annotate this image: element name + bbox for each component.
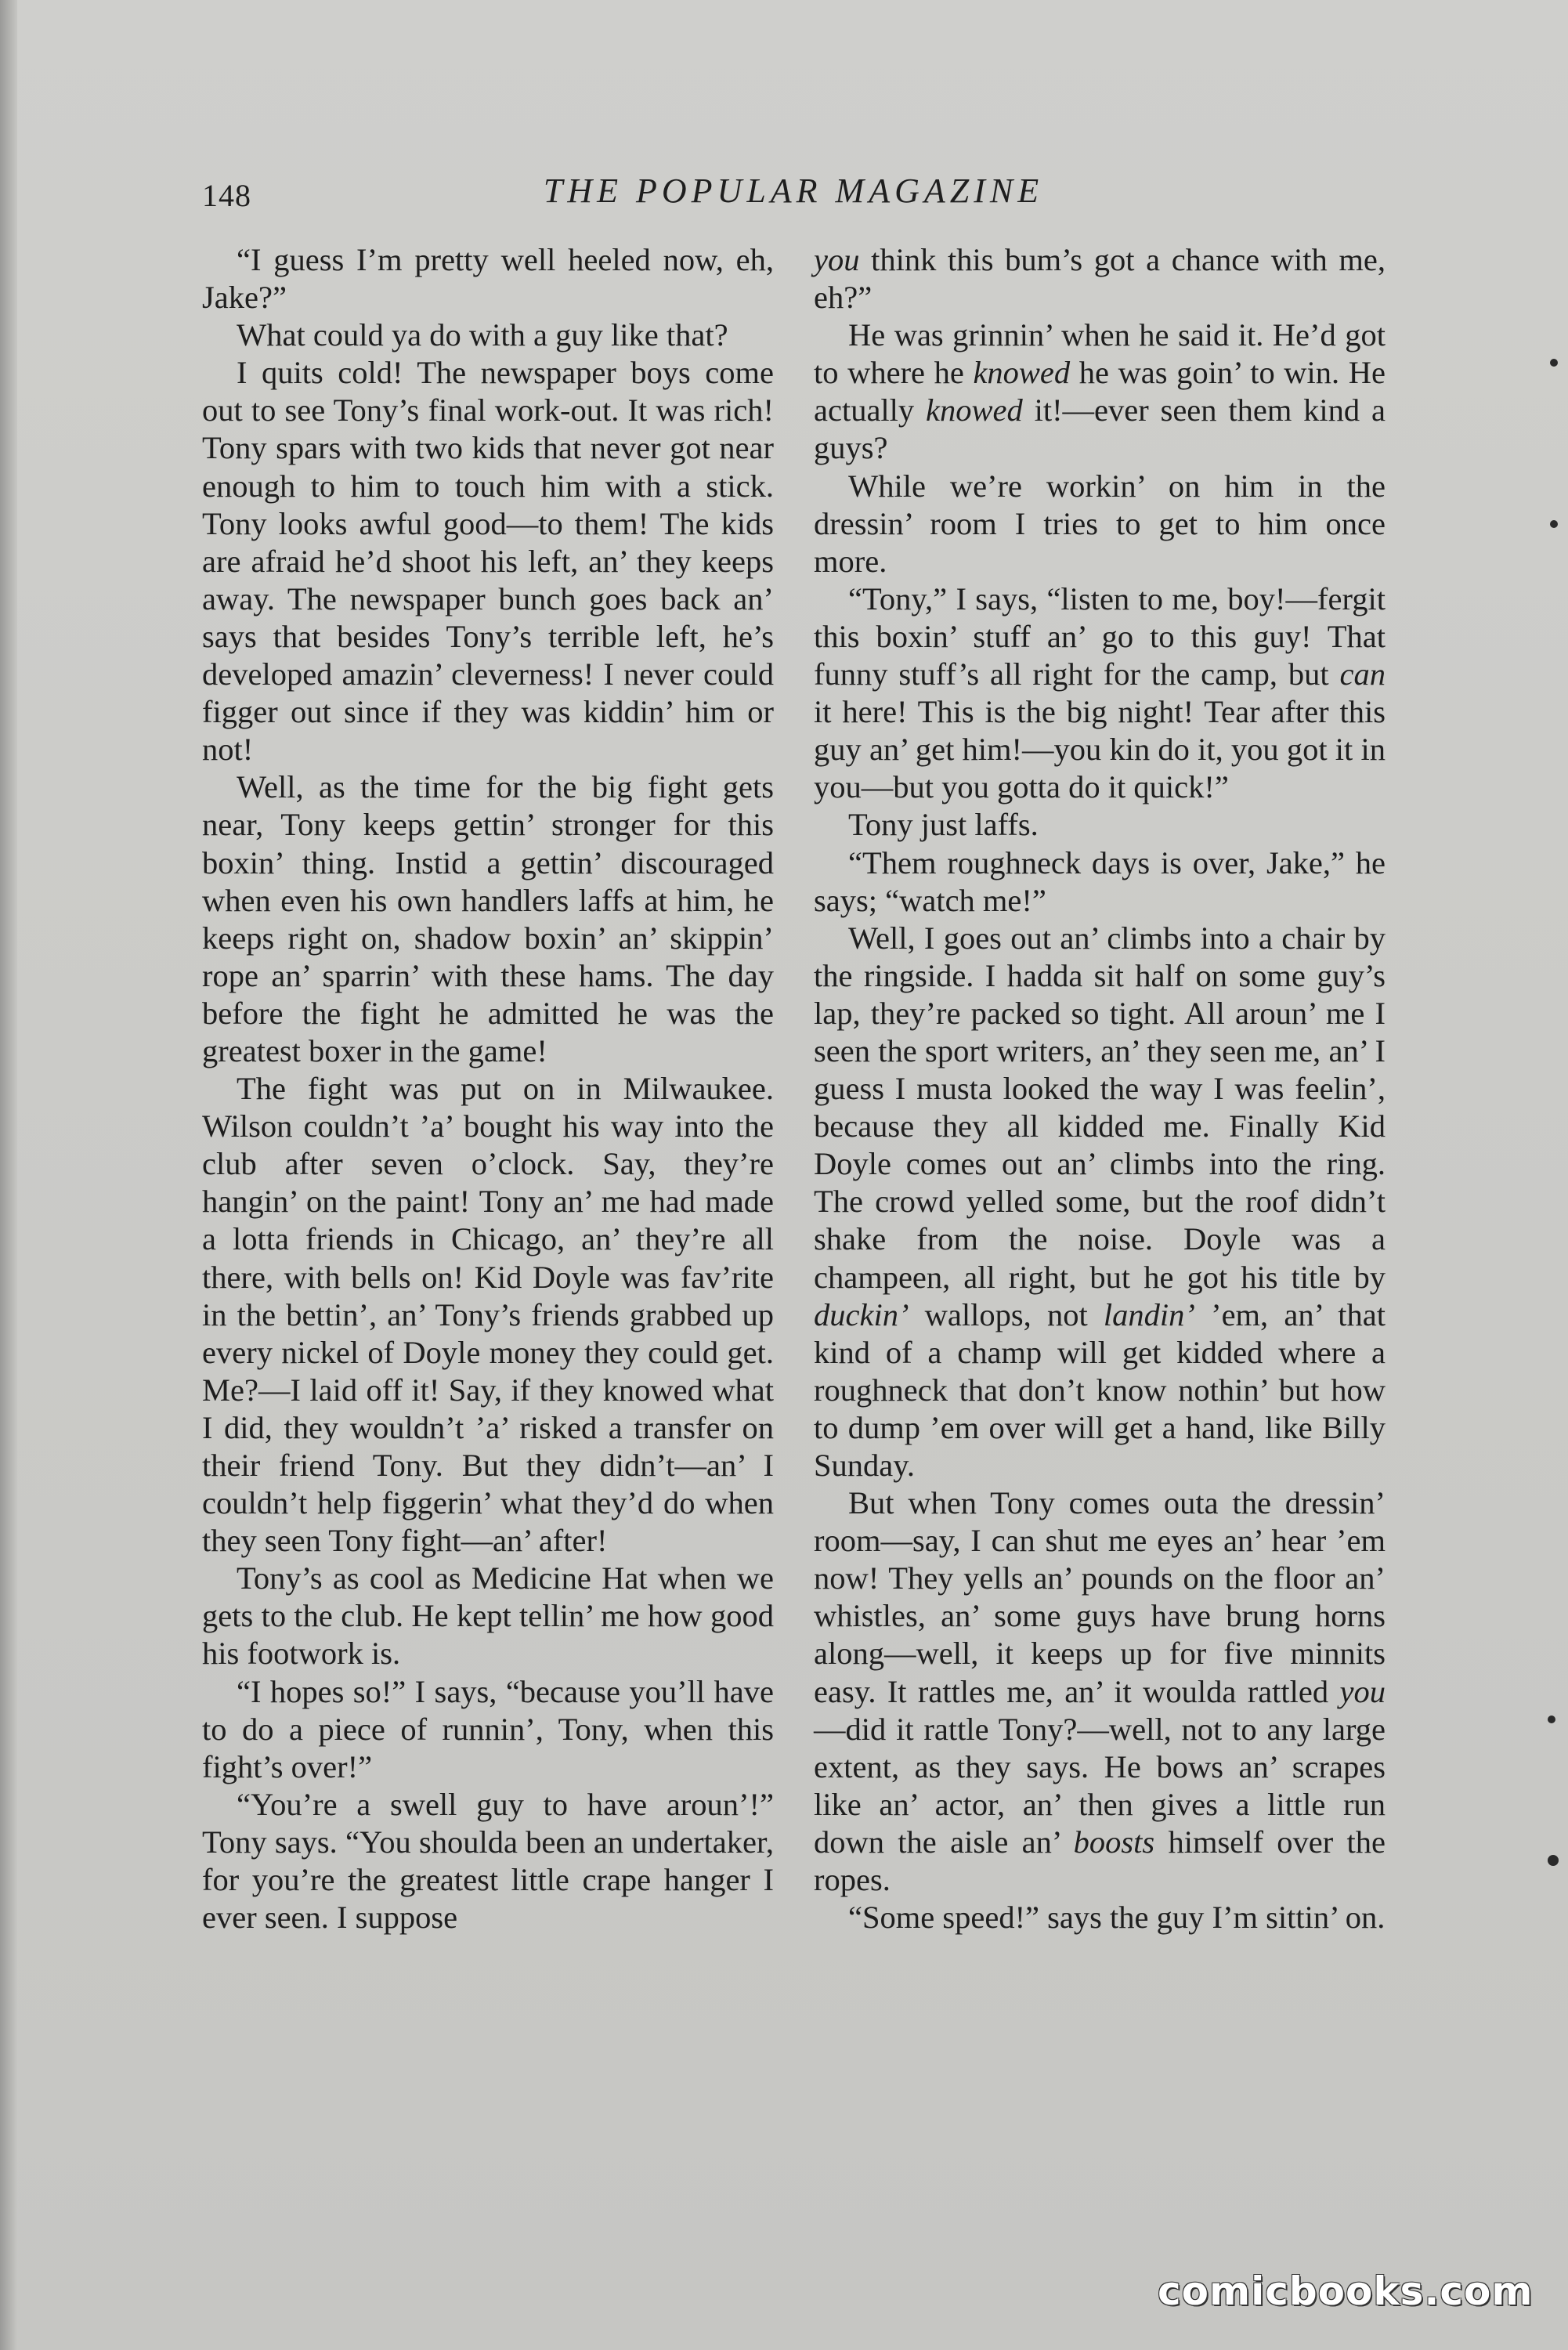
paragraph: The fight was put on in Milwaukee. Wilson couldn’t ’a’ bought his way into the club after seven o’clock. Say, they’re hangin’ on the paint! Tony an’ me had made a lotta friends in Chicago, an’ they’re all there, with bells on! Kid Doyle was fav’rite in the bettin’, an’ Tony’s friends grabbed up every nickel of Doyle money they could get. Me?—I laid off it! Say, if they knowed what I did, they wouldn’t ’a’ risked a transfer on their friend Tony. But they didn’t—an’ I couldn’t help figgerin’ what they’d do when they seen Tony fight—an’ after! bbox=[202, 1071, 774, 1559]
emphasis: knowed bbox=[973, 355, 1071, 391]
paragraph: Tony just laffs. bbox=[848, 807, 1039, 843]
binding-hole-mark bbox=[1550, 520, 1558, 528]
paragraph: He was grinnin’ when he said it. He’d got to where he knowed he was goin’ to win. He actually knowed it!—ever seen them kind a guys? bbox=[814, 317, 1386, 466]
right-column bbox=[814, 241, 1386, 1936]
paragraph: Tony’s as cool as Medicine Hat when we gets to the club. He kept tellin’ me how good his footwork is. bbox=[202, 1560, 774, 1672]
paragraph: “Them roughneck days is over, Jake,” he says; “watch me!” bbox=[814, 844, 1386, 918]
paragraph: “Some speed!” says the guy I’m sittin’ on. bbox=[848, 1900, 1386, 1936]
paragraph: While we’re workin’ on him in the dressin’ room I tries to get to him once more. bbox=[814, 468, 1386, 579]
page-binding-shadow bbox=[0, 0, 17, 2350]
paragraph: Well, as the time for the big fight gets near, Tony keeps gettin’ stronger for this boxin’ thing. Instid a gettin’ discouraged when even his own handlers laffs at him, he keeps right on, shadow boxin’ an’ skippin’ rope an’ sparrin’ with these hams. The day before the fight he admitted he was the greatest boxer in the game! bbox=[202, 769, 774, 1068]
paragraph: “I hopes so!” I says, “because you’ll have to do a piece of runnin’, Tony, when this fight’s over!” bbox=[202, 1673, 774, 1784]
emphasis: you bbox=[814, 242, 860, 277]
paragraph: “You’re a swell guy to have aroun’!” Tony says. “You shoulda been an undertaker, for you’re the greatest little crape hanger I ever seen. I suppose bbox=[202, 1786, 774, 1936]
emphasis: you bbox=[1339, 1673, 1386, 1709]
running-title: THE POPULAR MAGAZINE bbox=[543, 172, 1044, 210]
paragraph: What could ya do with a guy like that? bbox=[237, 317, 728, 353]
paragraph: “I guess I’m pretty well heeled now, eh, Jake?” bbox=[202, 242, 774, 316]
emphasis: boosts bbox=[1073, 1824, 1155, 1860]
paragraph: Well, I goes out an’ climbs into a chair by the ringside. I hadda sit half on some guy’s lap, they’re packed so tight. All aroun’ me I seen the sport writers, an’ they seen me, an’ I guess I musta looked the way I was feelin’, because they all kidded me. Finally Kid Doyle comes out an’ climbs into the ring. The crowd yelled some, but the roof didn’t shake from the noise. Doyle was a champeen, all right, but he got his title by duckin’ wallops, not landin’ ’em, an’ that kind of a champ will get kidded where a roughneck that don’t know nothin’ but how to dump ’em over will get a hand, like Billy Sunday. bbox=[814, 920, 1386, 1483]
emphasis: duckin’ bbox=[814, 1296, 909, 1332]
binding-hole-mark bbox=[1548, 1855, 1559, 1866]
emphasis: can bbox=[1339, 656, 1386, 692]
paragraph: I quits cold! The newspaper boys come out to see Tony’s final work-out. It was rich! Tony spars with two kids that never got near enough to him to touch him with a stick. Tony looks awful good—to them! The kids are afraid he’d shoot his left, an’ they keeps away. The newspaper bunch goes back an’ says that besides Tony’s terrible left, he’s developed amazin’ cleverness! I never could figger out since if they was kiddin’ him or not! bbox=[202, 355, 774, 768]
paragraph: But when Tony comes outa the dressin’ room—say, I can shut me eyes an’ hear ’em now! They yells an’ pounds on the floor an’ whistles, an’ some guys have brung horns along—well, it keeps up for five minnits easy. It rattles me, an’ it woulda rattled you —did it rattle Tony?—well, not to any large extent, as they says. He bows an’ scrapes like an’ actor, an’ then gives a little run down the aisle an’ boosts himself over the ropes. bbox=[814, 1485, 1386, 1898]
watermark-logo: comicbooks.com bbox=[1158, 2269, 1534, 2314]
paragraph: “Tony,” I says, “listen to me, boy!—fergit this boxin’ stuff an’ go to this guy! That funny stuff’s all right for the camp, but can it here! This is the big night! Tear after this guy an’ get him!—you kin do it, you got it in you—but you gotta do it quick!” bbox=[814, 580, 1386, 805]
emphasis: landin’ bbox=[1103, 1296, 1195, 1332]
page-header bbox=[202, 171, 1385, 226]
emphasis: knowed bbox=[926, 392, 1023, 428]
page-number: 148 bbox=[202, 178, 251, 213]
binding-hole-mark bbox=[1548, 1716, 1555, 1723]
left-column bbox=[202, 241, 774, 1936]
binding-hole-mark bbox=[1550, 359, 1558, 367]
paragraph-continuation: you think this bum’s got a chance with me, eh?” bbox=[814, 242, 1386, 316]
